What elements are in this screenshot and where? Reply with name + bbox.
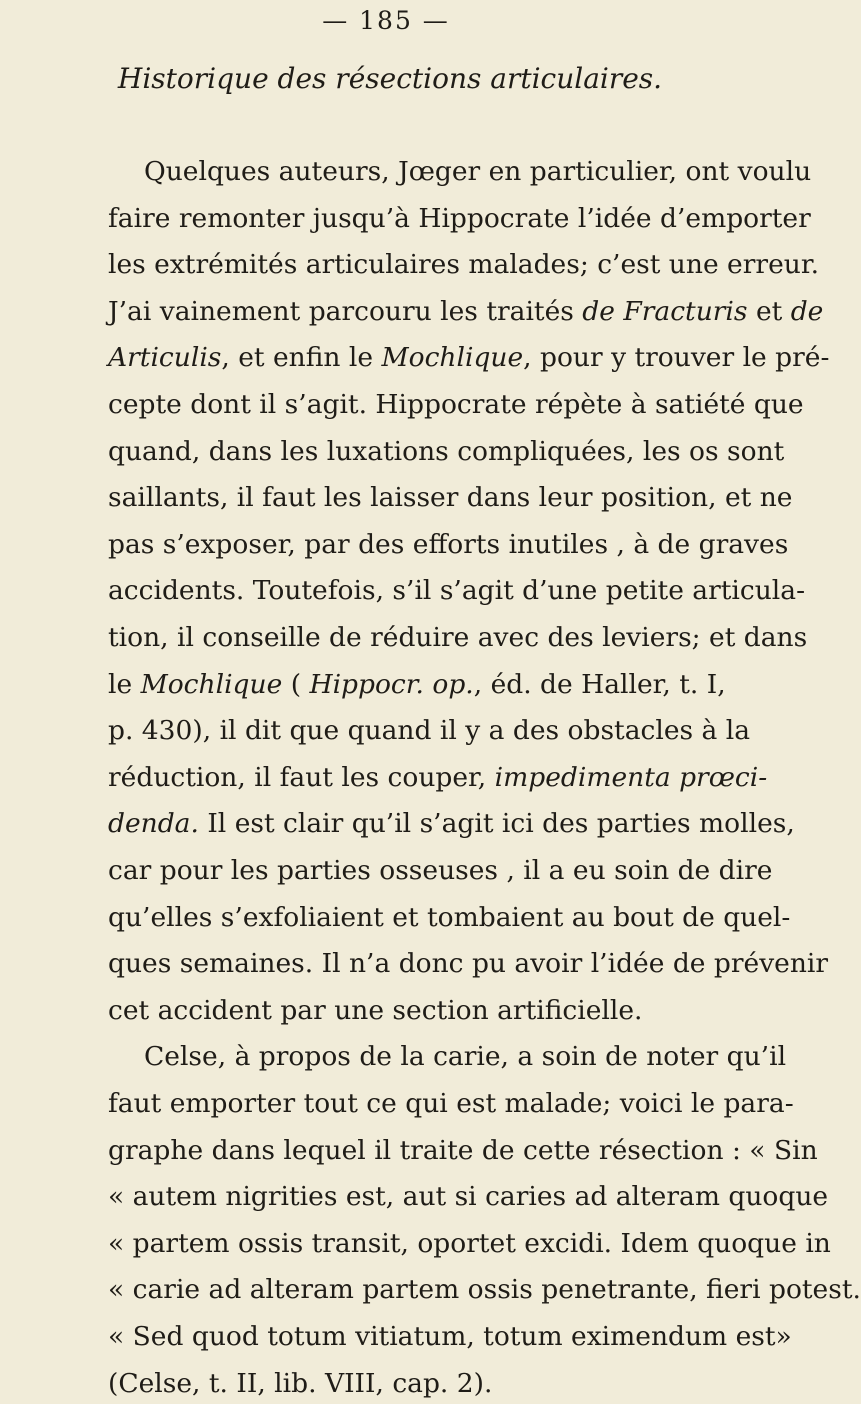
text-line — [108, 711, 750, 751]
italic-text: Articulis — [108, 342, 222, 374]
text-line — [108, 1131, 818, 1171]
italic-text: de Fracturis — [582, 295, 748, 327]
text-line — [108, 991, 642, 1031]
text-line — [108, 432, 784, 472]
text-span: qu’elles s’exfoliaient et tombaient au bout de quel- — [108, 901, 791, 933]
text-span: ( — [282, 668, 310, 700]
text-line — [108, 804, 795, 844]
text-line — [108, 245, 819, 285]
text-span: , pour y trouver le pré- — [523, 342, 830, 374]
text-line — [108, 1317, 792, 1357]
section-heading: Historique des résections articulaires. — [117, 62, 663, 95]
text-line — [108, 1084, 794, 1124]
text-span: cet accident par une section artificielle. — [108, 994, 643, 1026]
text-span: « Sed quod totum vitiatum, totum eximendum est» — [108, 1321, 792, 1352]
text-span: Il est clair qu’il s’agit ici des parties molles, — [198, 808, 795, 840]
text-span: « autem nigrities est, aut si caries ad alteram quoque — [108, 1181, 829, 1213]
text-line — [144, 1037, 786, 1077]
text-span: faut emporter tout ce qui est malade; voici le para- — [108, 1088, 794, 1119]
text-span: ques semaines. Il n’a donc pu avoir l’idée de prévenir — [108, 948, 829, 980]
text-span: car pour les parties osseuses , il a eu soin de dire — [108, 855, 773, 886]
text-span: « carie ad alteram partem ossis penetrante, fieri potest. — [108, 1274, 861, 1306]
text-line — [108, 478, 792, 518]
italic-text: Hippocr. op. — [309, 668, 474, 700]
text-line — [108, 1364, 492, 1404]
text-line — [108, 338, 829, 378]
text-span: pas s’exposer, par des efforts inutiles , à de graves — [108, 528, 789, 560]
text-span: saillants, il faut les laisser dans leur position, et ne — [108, 482, 793, 514]
text-span: p. 430), il dit que quand il y a des obstacles à la — [108, 715, 751, 747]
italic-text: denda. — [108, 808, 199, 840]
text-span: , éd. de Haller, t. I, — [473, 668, 726, 700]
text-line — [108, 292, 823, 332]
text-line — [108, 1177, 828, 1217]
text-span: quand, dans les luxations compliquées, les os sont — [108, 435, 785, 467]
text-line — [108, 571, 805, 611]
text-line — [108, 618, 807, 658]
text-span: accidents. Toutefois, s’il s’agit d’une petite articula- — [108, 575, 806, 607]
text-span: réduction, il faut les couper, — [108, 761, 495, 793]
text-span: le — [108, 668, 141, 700]
text-span: « partem ossis transit, oportet excidi. Idem quoque in — [108, 1227, 831, 1259]
italic-text: Mochlique — [381, 342, 524, 374]
text-line — [108, 898, 790, 938]
text-span: J’ai vainement parcouru les traités — [108, 295, 583, 327]
text-span: Quelques auteurs, Jœger en particulier, ont voulu — [144, 156, 812, 187]
text-line — [108, 851, 772, 891]
text-span: Celse, à propos de la carie, a soin de noter qu’il — [144, 1041, 787, 1073]
page-number: — 185 — — [322, 6, 450, 35]
text-line — [108, 199, 811, 239]
text-span: faire remonter jusqu’à Hippocrate l’idée d’emporter — [108, 202, 811, 234]
italic-text: Mochlique — [140, 668, 283, 700]
text-span: cepte dont il s’agit. Hippocrate répète à satiété que — [108, 389, 804, 420]
text-span: les extrémités articulaires malades; c’est une erreur. — [108, 249, 819, 281]
text-line — [108, 1270, 861, 1310]
text-line — [108, 1224, 831, 1264]
text-span: et — [747, 295, 791, 327]
text-line — [108, 525, 788, 565]
text-line — [108, 758, 767, 798]
text-span: (Celse, t. II, lib. VIII, cap. 2). — [108, 1367, 493, 1399]
text-line — [108, 665, 726, 705]
text-span: , et enfin le — [221, 342, 382, 374]
text-line — [108, 944, 828, 984]
italic-text: de — [790, 295, 824, 327]
text-line — [108, 385, 804, 425]
text-span: graphe dans lequel il traite de cette résection : « Sin — [108, 1134, 818, 1166]
italic-text: impedimenta prœci- — [494, 761, 768, 793]
text-span: tion, il conseille de réduire avec des leviers; et dans — [108, 622, 808, 653]
text-line — [144, 152, 811, 192]
